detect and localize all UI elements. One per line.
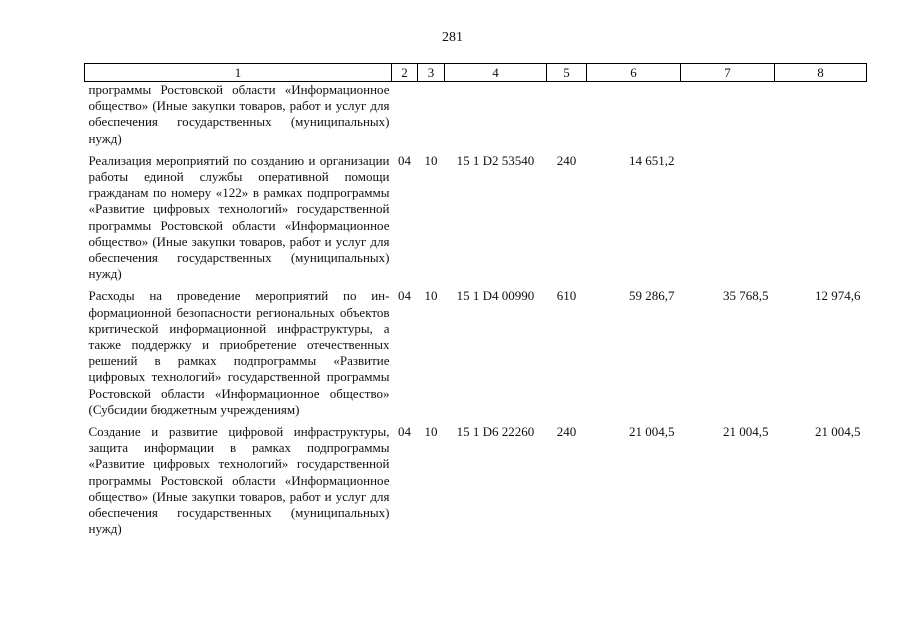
table-row — [85, 424, 867, 543]
column-header: 7 — [681, 64, 775, 82]
target-article-code — [445, 82, 547, 153]
page-number: 281 — [442, 30, 463, 45]
expense-type-code — [547, 82, 587, 153]
section-code — [392, 82, 418, 153]
amount-col-8 — [775, 153, 867, 289]
table-row — [85, 153, 867, 289]
row-description: программы Ростовской области «Информационное общество» (Иные закупки товаров, работ и услуг для обеспечения государственных (муниципальных) нужд) — [88, 82, 390, 146]
expense-type-code: 610 — [556, 288, 577, 304]
amount-col-6: 21 004,5 — [629, 424, 675, 440]
target-article-code: 15 1 D4 00990 — [456, 288, 535, 304]
section-code: 04 — [398, 288, 411, 304]
amount-col-8: 12 974,6 — [815, 288, 861, 304]
table-row — [85, 82, 867, 153]
subsection-code — [418, 82, 445, 153]
row-description: Реализация мероприятий по созданию и организации работы единой службы оперативной помощи гражданам по номеру «122» в рамках подпрограммы «Развитие цифровых технологий» государственной программы Ростовской области «Информационное общество» (Иные закупки товаров, работ и услуг для обеспечения государственных (муниципальных) нужд) — [88, 152, 390, 282]
column-header: 8 — [775, 64, 867, 82]
column-header: 5 — [547, 64, 587, 82]
section-code: 04 — [398, 424, 411, 440]
subsection-code: 10 — [424, 424, 438, 440]
column-header: 4 — [445, 64, 547, 82]
column-header: 3 — [418, 64, 445, 82]
amount-col-8: 21 004,5 — [815, 424, 861, 440]
column-header: 6 — [587, 64, 681, 82]
table-row — [85, 288, 867, 424]
expense-type-code: 240 — [556, 152, 577, 168]
target-article-code: 15 1 D6 22260 — [456, 424, 535, 440]
section-code: 04 — [398, 152, 411, 168]
subsection-code: 10 — [424, 152, 438, 168]
amount-col-7 — [681, 153, 775, 289]
amount-col-7 — [681, 82, 775, 153]
amount-col-6 — [587, 82, 681, 153]
expense-type-code: 240 — [556, 424, 577, 440]
row-description: Создание и развитие цифровой инфраструктуры, защита информации в рамках подпрограммы «Развитие цифровых технологий» государственной программы Ростовской области «Информационное общество» (Иные закупки товаров, работ и услуг для обеспечения государственных (муниципальных) нужд) — [88, 424, 390, 537]
amount-col-7: 21 004,5 — [723, 424, 769, 440]
amount-col-7: 35 768,5 — [723, 288, 769, 304]
target-article-code: 15 1 D2 53540 — [456, 152, 535, 168]
row-description: Расходы на проведение мероприятий по информационной безопасности региональных объектов критической информационной инфраструктуры, а также поддержку и приобретение отечественных решений в рамках подпрограммы «Развитие цифровых технологий» государственной программы Ростовской области «Информационное общество» (Субсидии бюджетным учреждениям) — [88, 288, 390, 417]
budget-table — [84, 63, 867, 543]
amount-col-8 — [775, 82, 867, 153]
subsection-code: 10 — [424, 288, 438, 304]
table-header-row — [85, 64, 867, 82]
amount-col-6: 59 286,7 — [629, 288, 675, 304]
amount-col-6: 14 651,2 — [629, 152, 675, 168]
column-header: 1 — [85, 64, 392, 82]
column-header: 2 — [392, 64, 418, 82]
